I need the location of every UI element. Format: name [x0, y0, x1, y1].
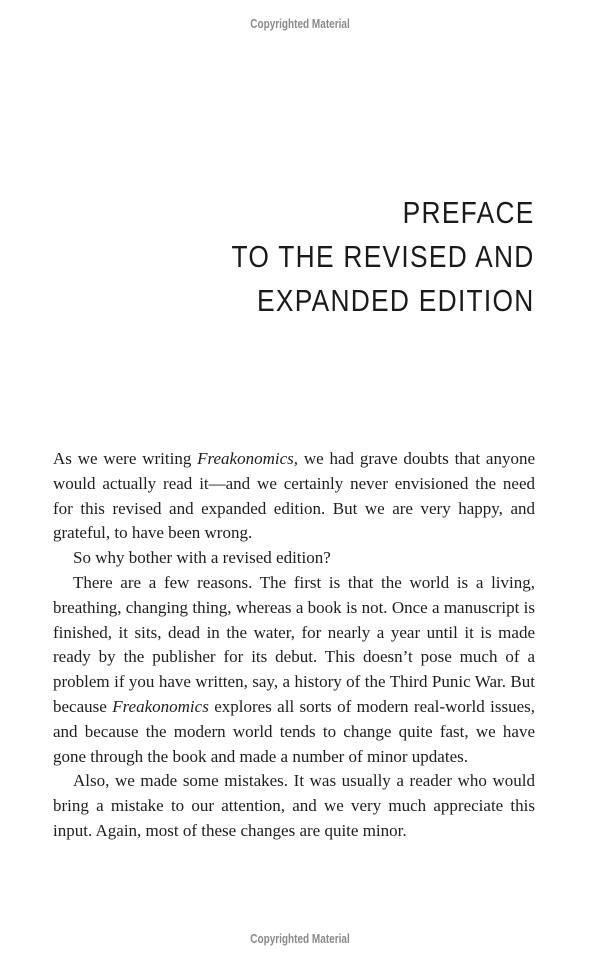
heading-line-2: TO THE REVISED AND — [231, 239, 535, 274]
body-text — [53, 447, 535, 844]
book-title-italic: Freakonomics — [112, 696, 209, 716]
copyright-notice-bottom: Copyrighted Material — [250, 932, 350, 946]
text-segment: There are a few reasons. The first is that the world is a living, breathing, changing thing, whereas a book is not. Once a manuscript is finished, it sits, dead in the water, for nearly a year until it is made ready by the publisher for its debut. This doesn’t pose much of a problem if you have written, say, a history of the Third Punic War. But because — [53, 572, 535, 716]
paragraph-3 — [53, 571, 535, 769]
paragraph-1 — [53, 447, 535, 546]
copyright-notice-top: Copyrighted Material — [250, 17, 350, 31]
text-segment: Also, we made some mistakes. It was usually a reader who would bring a mistake to our attention, and we very much appreciate this input. Again, most of these changes are quite minor. — [53, 771, 535, 840]
chapter-heading — [232, 191, 535, 323]
text-segment: As we were writing — [53, 449, 198, 468]
book-title-italic: Freakonomics, — [197, 449, 299, 468]
heading-line-3: EXPANDED EDITION — [257, 283, 535, 318]
paragraph-2 — [53, 546, 535, 571]
heading-line-1: PREFACE — [403, 195, 535, 230]
paragraph-4 — [53, 769, 535, 843]
text-segment: explores all sorts of modern real-world issues, and because the modern world tends to change quite fast, we have gone through the book and made a number of minor updates. — [53, 696, 535, 766]
text-segment: So why bother with a revised edition? — [73, 548, 331, 568]
text-segment: we had grave doubts that anyone would actually read it—and we certainly never envisioned the need for this revised and expanded edition. But we are very happy, and grateful, to have been wrong. — [53, 449, 535, 543]
